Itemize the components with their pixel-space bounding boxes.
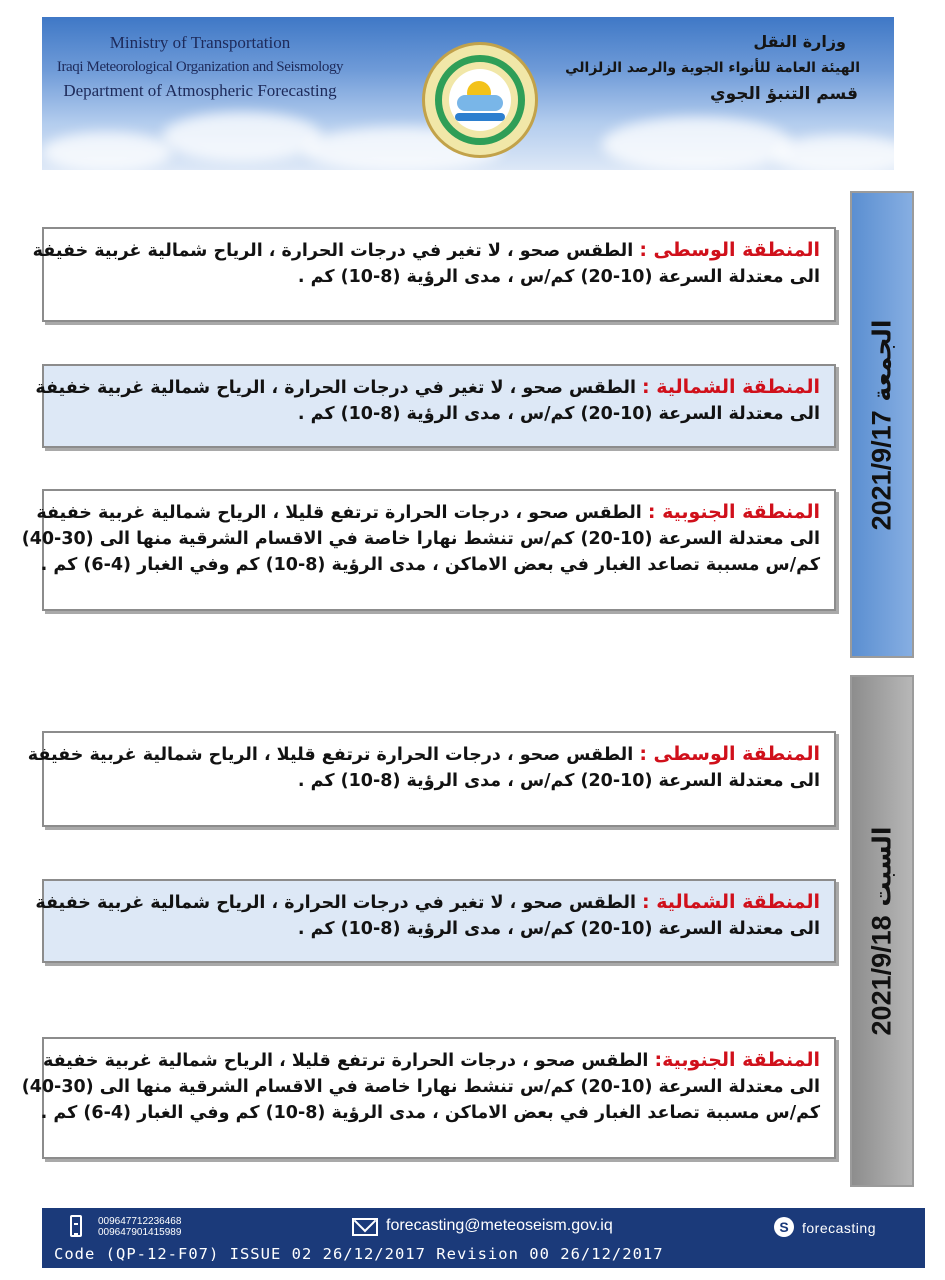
cloud-decoration bbox=[772, 135, 912, 175]
day-label: الجمعة bbox=[867, 319, 897, 402]
cloud-decoration bbox=[42, 132, 172, 172]
region-name: المنطقة الجنوبية: bbox=[654, 1049, 820, 1071]
phone-numbers bbox=[98, 1216, 181, 1238]
mail-icon bbox=[352, 1218, 378, 1236]
organization-name-en: Iraqi Meteorological Organization and Seismology bbox=[56, 59, 344, 75]
wave-icon bbox=[455, 113, 505, 121]
department-name-ar: قسم التنبؤ الجوي bbox=[710, 84, 858, 104]
forecast-box-north-day2 bbox=[35, 879, 836, 963]
forecast-text: كم/س مسببة تصاعد الغبار في بعض الاماكن ، مدى الرؤية (8-10) كم وفي الغبار (4-6) كم . bbox=[40, 555, 820, 575]
skype-handle[interactable]: forecasting bbox=[802, 1220, 876, 1236]
day-bar-friday bbox=[850, 191, 914, 658]
forecast-text: كم/س مسببة تصاعد الغبار في بعض الاماكن ، مدى الرؤية (8-10) كم وفي الغبار (4-6) كم . bbox=[40, 1103, 820, 1123]
skype-icon: S bbox=[774, 1217, 794, 1237]
region-name: المنطقة الشمالية : bbox=[642, 891, 820, 913]
forecast-text: الى معتدلة السرعة (10-20) كم/س ، مدى الرؤية (8-10) كم . bbox=[297, 771, 820, 791]
forecast-box-south-day2 bbox=[21, 1037, 836, 1159]
region-name: المنطقة الوسطى : bbox=[639, 239, 820, 261]
forecast-text: الطقس صحو ، درجات الحرارة ترتفع قليلا ، الرياح شمالية غربية خفيفة bbox=[27, 745, 640, 765]
cloud-decoration bbox=[162, 112, 322, 162]
phone-number: 009647712236468 bbox=[98, 1216, 182, 1227]
email-link[interactable]: forecasting@meteoseism.gov.iq bbox=[386, 1217, 613, 1234]
organization-name-ar: الهيئة العامة للأنواء الجوية والرصد الزلزالي bbox=[565, 60, 860, 76]
forecast-text: الى معتدلة السرعة (10-20) كم/س تنشط نهارا خاصة في الاقسام الشرقية منها الى (30-40) bbox=[21, 1077, 820, 1097]
region-name: المنطقة الجنوبية : bbox=[647, 501, 820, 523]
footer-bar bbox=[42, 1208, 925, 1268]
forecast-text: الى معتدلة السرعة (10-20) كم/س ، مدى الرؤية (8-10) كم . bbox=[297, 404, 820, 424]
phone-number: 009647901415989 bbox=[98, 1227, 182, 1238]
day-date: 2021/9/18 bbox=[866, 915, 897, 1036]
forecast-text: الى معتدلة السرعة (10-20) كم/س ، مدى الرؤية (8-10) كم . bbox=[297, 919, 820, 939]
cloud-decoration bbox=[602, 117, 792, 172]
day-label: السبت bbox=[867, 826, 897, 907]
document-code: Code (QP-12-F07) ISSUE 02 26/12/2017 Revision 00 26/12/2017 bbox=[54, 1245, 664, 1263]
region-name: المنطقة الشمالية : bbox=[642, 376, 820, 398]
forecast-text: الطقس صحو ، درجات الحرارة ترتفع قليلا ، الرياح شمالية غربية خفيفة bbox=[42, 1051, 655, 1071]
ministry-name-ar: وزارة النقل bbox=[753, 32, 846, 51]
phone-icon bbox=[70, 1215, 82, 1237]
ministry-name-en: Ministry of Transportation bbox=[109, 33, 291, 52]
cloud-icon bbox=[457, 95, 503, 111]
forecast-box-central-day2 bbox=[27, 731, 836, 827]
forecast-text: الطقس صحو ، لا تغير في درجات الحرارة ، الرياح شمالية غربية خفيفة bbox=[35, 378, 643, 398]
forecast-text: الى معتدلة السرعة (10-20) كم/س تنشط نهارا خاصة في الاقسام الشرقية منها الى (30-40) bbox=[21, 529, 820, 549]
day-bar-saturday bbox=[850, 675, 914, 1187]
department-name-en: Department of Atmospheric Forecasting bbox=[63, 81, 337, 100]
day-date: 2021/9/17 bbox=[866, 409, 897, 530]
forecast-text: الطقس صحو ، درجات الحرارة ترتفع قليلا ، الرياح شمالية غربية خفيفة bbox=[36, 503, 648, 523]
logo-emblem bbox=[422, 42, 538, 158]
forecast-text: الطقس صحو ، لا تغير في درجات الحرارة ، الرياح شمالية غربية خفيفة bbox=[32, 241, 640, 261]
forecast-box-north-day1 bbox=[35, 364, 836, 448]
arabic-title-block bbox=[565, 29, 860, 107]
forecast-box-central-day1 bbox=[32, 227, 836, 322]
forecast-text: الطقس صحو ، لا تغير في درجات الحرارة ، الرياح شمالية غربية خفيفة bbox=[35, 893, 643, 913]
region-name: المنطقة الوسطى : bbox=[639, 743, 820, 765]
forecast-box-south-day1 bbox=[21, 489, 836, 611]
english-title-block bbox=[50, 31, 350, 103]
forecast-text: الى معتدلة السرعة (10-20) كم/س ، مدى الرؤية (8-10) كم . bbox=[297, 267, 820, 287]
